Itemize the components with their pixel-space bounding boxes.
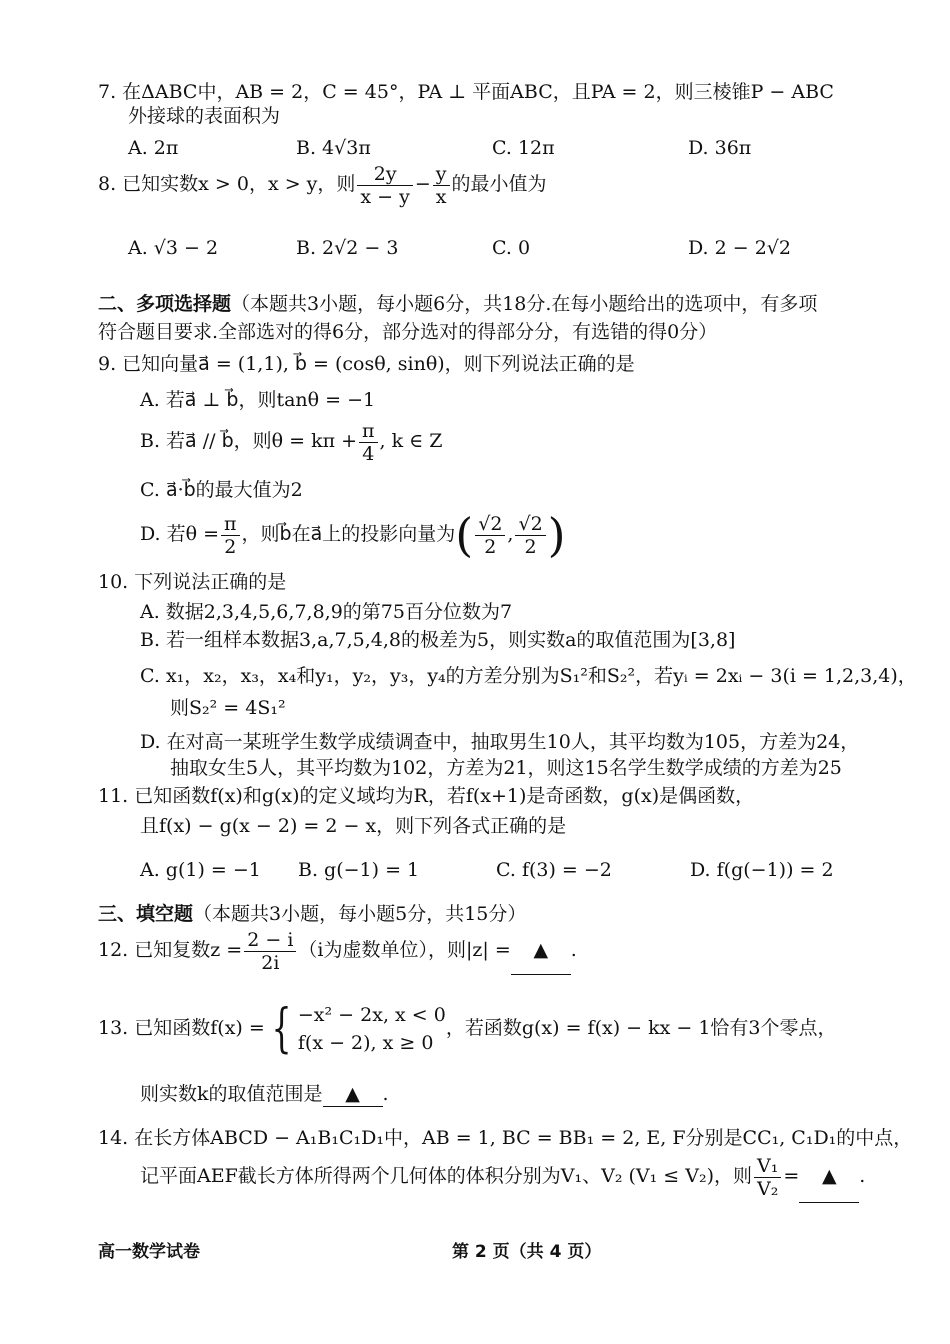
q8-frac1-num: 2y: [357, 163, 412, 186]
q9-d-den: 2: [224, 535, 237, 558]
q8-frac2-den: x: [435, 185, 447, 208]
q9-d-vec-y: [515, 513, 545, 558]
q12-num: 2 − i: [244, 929, 296, 952]
q9-option-a: A. 若a⃗ ⊥ b⃗，则tanθ = −1: [140, 389, 376, 411]
q13-brace: {: [271, 999, 292, 1059]
footer-page-number: 第 2 页（共 4 页）: [452, 1242, 602, 1262]
q13-cases: [298, 1001, 446, 1057]
q13-line2: [140, 1082, 389, 1107]
q12-pre: 12. 已知复数z =: [98, 939, 243, 961]
q9-option-b: [140, 418, 442, 465]
q8-option-b: B. 2√2 − 3: [296, 237, 399, 259]
q13-end: .: [382, 1083, 389, 1105]
q14-line2-pre: 记平面AEF截长方体所得两个几何体的体积分别为V₁、V₂ (V₁ ≤ V₂)，则: [140, 1165, 752, 1187]
section2-heading: [98, 292, 817, 316]
q7-option-a: A. 2π: [128, 137, 179, 159]
q9-b-post: , k ∈ Z: [379, 430, 443, 452]
q10-option-d1: D. 在对高一某班学生数学成绩调查中，抽取男生10人，其平均数为105，方差为24，: [140, 731, 860, 753]
q8-stem: [98, 160, 547, 208]
q9-d-rparen: ): [547, 508, 566, 562]
q11-option-c: C. f(3) = −2: [496, 859, 612, 881]
q14-line1: 14. 在长方体ABCD − A₁B₁C₁D₁中，AB = 1, BC = BB₁ = 2, E, F分别是CC₁, C₁D₁的中点，: [98, 1127, 913, 1149]
q8-minus: −: [414, 173, 431, 195]
q8-suffix: 的最小值为: [451, 173, 547, 195]
q9-b-fraction: [359, 420, 378, 465]
q7-line2: 外接球的表面积为: [128, 105, 281, 127]
q8-option-c: C. 0: [492, 237, 531, 259]
q7-line1: 7. 在ΔABC中，AB = 2，C = 45°，PA ⊥ 平面ABC，且PA = 2，则三棱锥P − ABC: [98, 81, 834, 103]
section2-desc1: （本题共3小题，每小题6分，共18分.在每小题给出的选项中，有多项: [231, 293, 818, 315]
q9-d-lparen: (: [455, 508, 474, 562]
q14-fraction: [754, 1155, 781, 1200]
section3-title: 三、填空题: [98, 903, 194, 925]
q9-option-d: D. 若θ = $\frac{\pi}{2}$ ，则b⃗在a⃗上的投影向量为( $\frac{√2}{2}$ , $\frac{√2}{2}$ ): [140, 508, 566, 562]
q14-den: V₂: [757, 1177, 779, 1200]
q10-option-b: B. 若一组样本数据3,a,7,5,4,8的极差为5，则实数a的取值范围为[3,8]: [140, 629, 736, 651]
q8-frac1-den: x − y: [360, 185, 410, 208]
q13-stem: [98, 998, 837, 1058]
footer-left: 高一数学试卷: [98, 1242, 200, 1262]
q9-d-mid: ，则b⃗在a⃗上的投影向量为: [241, 523, 456, 545]
q13-case1: −x² − 2x, x < 0: [297, 1004, 446, 1026]
q9-b-pre: B. 若a⃗ // b⃗，则θ = kπ +: [140, 430, 358, 452]
q14-eq: =: [783, 1165, 800, 1187]
q9-option-c: C. a⃗·b⃗的最大值为2: [140, 479, 303, 501]
q12-answer-blank: ▲: [511, 926, 571, 975]
q8-fraction-1: [357, 163, 412, 208]
q9-d-fraction: [221, 513, 240, 558]
q13-pre: 13. 已知函数f(x) =: [98, 1017, 265, 1039]
q13-answer-blank: ▲: [323, 1082, 383, 1107]
q14-line2: [140, 1150, 865, 1203]
q9-d-vy-den: 2: [524, 535, 537, 558]
q11-line1: 11. 已知函数f(x)和g(x)的定义域均为R，若f(x+1)是奇函数，g(x)是偶函数，: [98, 785, 755, 807]
q13-case2: f(x − 2), x ≥ 0: [297, 1032, 434, 1054]
q9-stem: 9. 已知向量a⃗ = (1,1), b⃗ = (cosθ, sinθ)，则下列说法正确的是: [98, 353, 635, 375]
q8-frac2-num: y: [433, 163, 450, 186]
q8-option-d: D. 2 − 2√2: [688, 237, 792, 259]
q8-fraction-2: [433, 163, 450, 208]
q9-b-num: π: [359, 420, 378, 443]
q7-option-c: C. 12π: [492, 137, 555, 159]
q10-option-a: A. 数据2,3,4,5,6,7,8,9的第75百分位数为7: [140, 601, 513, 623]
q10-option-d2: 抽取女生5人，其平均数为102，方差为21，则这15名学生数学成绩的方差为25: [170, 757, 842, 779]
q10-stem: 10. 下列说法正确的是: [98, 571, 287, 593]
q11-option-b: B. g(−1) = 1: [298, 859, 420, 881]
q9-d-vx-num: √2: [475, 513, 505, 536]
q9-d-vx-den: 2: [484, 535, 497, 558]
q12-post: （i为虚数单位），则|z| =: [298, 939, 511, 961]
q11-line2: 且f(x) − g(x − 2) = 2 − x，则下列各式正确的是: [140, 815, 567, 837]
q8-prefix: 8. 已知实数x > 0，x > y，则: [98, 173, 356, 195]
q13-line2-text: 则实数k的取值范围是: [140, 1083, 323, 1105]
q14-num: V₁: [754, 1155, 781, 1178]
q13-post: ，若函数g(x) = f(x) − kx − 1恰有3个零点，: [445, 1017, 837, 1039]
q9-d-vy-num: √2: [515, 513, 545, 536]
q9-d-vec-x: [475, 513, 505, 558]
q12-stem: [98, 926, 577, 975]
q9-b-den: 4: [362, 442, 375, 465]
q7-option-d: D. 36π: [688, 137, 752, 159]
section3-desc: （本题共3小题，每小题5分，共15分）: [193, 903, 527, 925]
q12-end: .: [570, 939, 577, 961]
q9-d-pre: D. 若θ =: [140, 523, 220, 545]
q11-option-a: A. g(1) = −1: [140, 859, 261, 881]
q14-end: .: [859, 1165, 866, 1187]
q11-option-d: D. f(g(−1)) = 2: [690, 859, 834, 881]
q7-option-b: B. 4√3π: [296, 137, 371, 159]
section2-desc2: 符合题目要求.全部选对的得6分，部分选对的得部分分，有选错的得0分）: [98, 321, 718, 343]
q12-fraction: [244, 929, 296, 974]
q8-option-a: A. √3 − 2: [128, 237, 219, 259]
q9-d-num: π: [221, 513, 240, 536]
q12-den: 2i: [261, 951, 280, 974]
q10-option-c2: 则S₂² = 4S₁²: [170, 697, 286, 719]
q10-option-c1: C. x₁，x₂，x₃，x₄和y₁，y₂，y₃，y₄的方差分别为S₁²和S₂²，若yᵢ = 2xᵢ − 3(i = 1,2,3,4)，: [140, 665, 917, 687]
section2-title: 二、多项选择题: [98, 293, 232, 315]
q14-answer-blank: ▲: [799, 1150, 859, 1203]
section3-heading: [98, 902, 526, 926]
